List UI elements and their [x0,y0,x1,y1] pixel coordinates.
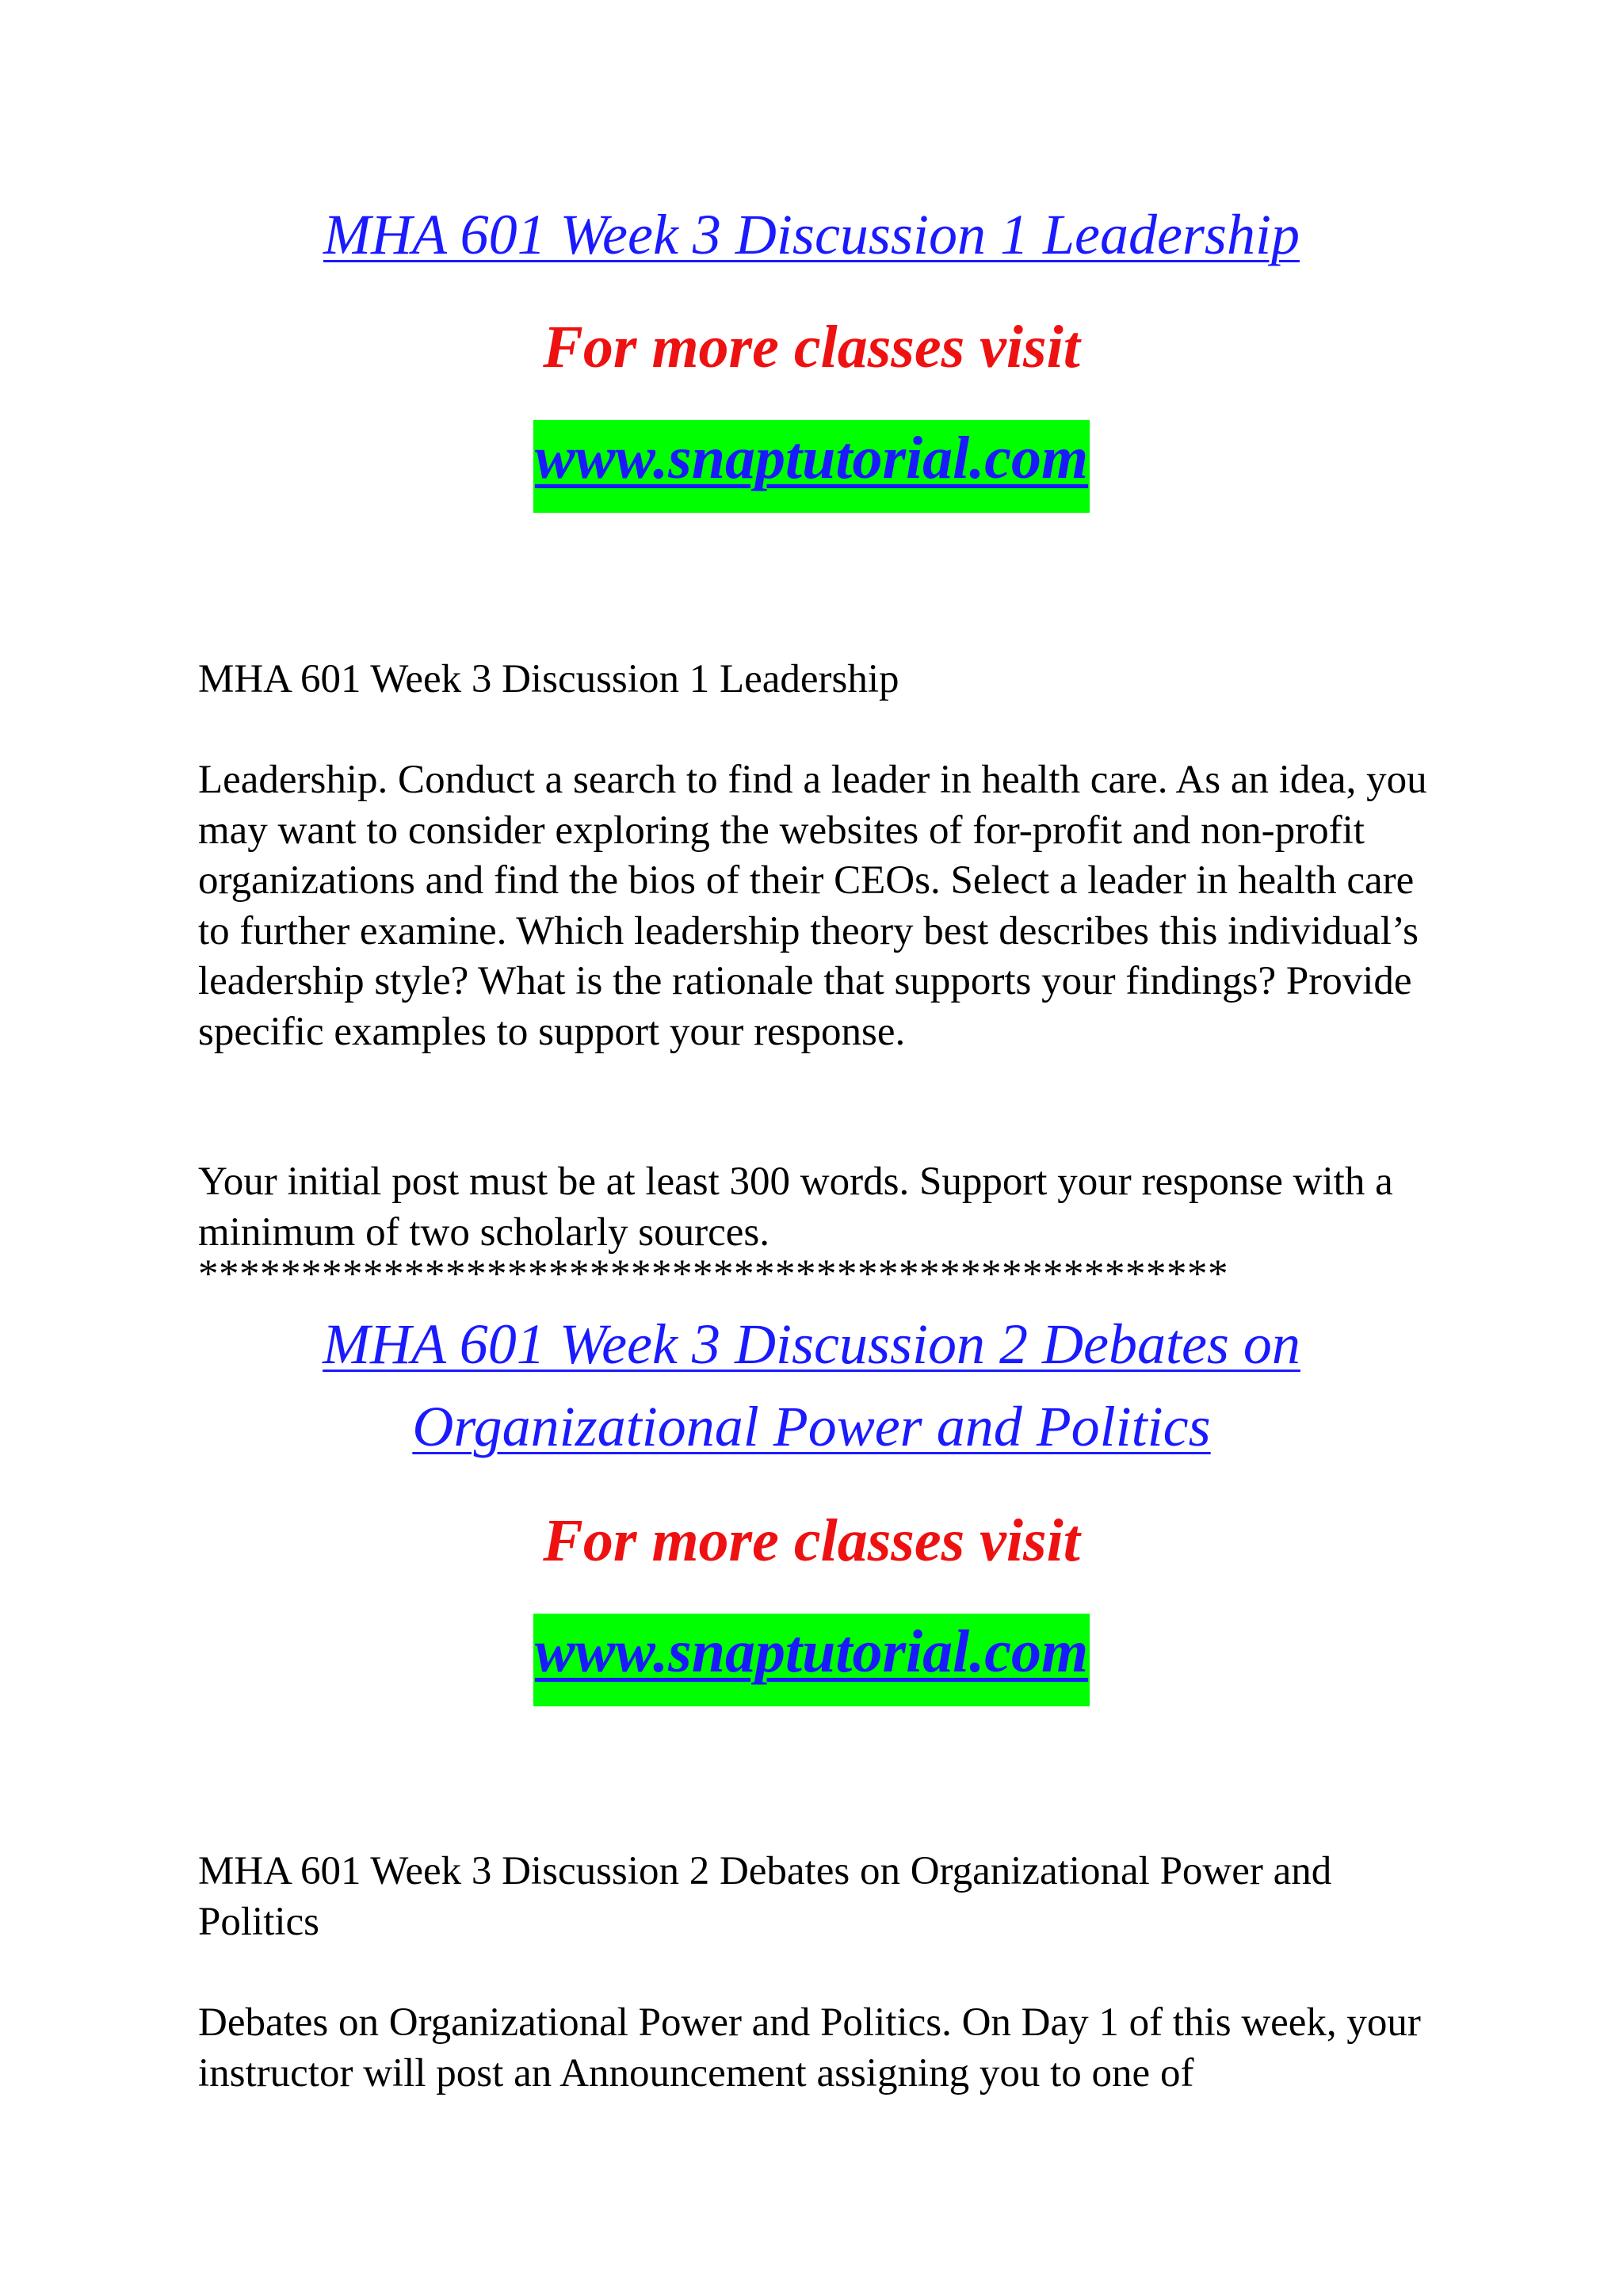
section1-url-highlight [533,420,1090,513]
section2-title-line1-block [0,1303,1623,1385]
section1-url-link[interactable]: www.snaptutorial.com [534,425,1089,491]
section2-title-line2-block [0,1385,1623,1468]
section2-url-link[interactable]: www.snaptutorial.com [534,1618,1089,1685]
section1-url-block [0,420,1623,513]
section1-title-block [0,193,1623,276]
section2-url-highlight [533,1614,1090,1706]
section2-promo-block [0,1501,1623,1580]
section1-promo-text: For more classes visit [543,314,1080,380]
section1-title-link[interactable]: MHA 601 Week 3 Discussion 1 Leadership [323,203,1300,266]
section2-title-link-line1[interactable]: MHA 601 Week 3 Discussion 2 Debates on [323,1312,1300,1376]
separator-line: ************************************************** [198,1252,1228,1297]
section1-heading: MHA 601 Week 3 Discussion 1 Leadership [198,657,899,701]
section1-paragraph-1: Leadership. Conduct a search to find a leader in health care. As an idea, you may want to consider exploring the websites of for-profit and non-profit organizations and find the bios of their CEOs. Select a leader in health care to further examine. Which leadership theory best describes this individual’s leadership style? What is the rationale that supports your findings? Provide specific examples to support your response. [198,758,1427,1054]
section2-url-block [0,1614,1623,1706]
section2-promo-text: For more classes visit [543,1507,1080,1574]
section1-paragraph-2: Your initial post must be at least 300 words. Support your response with a minimum of two scholarly sources. [198,1159,1393,1255]
section1-promo-block [0,308,1623,387]
section2-heading: MHA 601 Week 3 Discussion 2 Debates on Organizational Power and Politics [198,1849,1332,1944]
section2-paragraph-1: Debates on Organizational Power and Politics. On Day 1 of this week, your instructor will post an Announcement assigning you to one of [198,2000,1421,2095]
section2-title-link-line2[interactable]: Organizational Power and Politics [412,1395,1211,1458]
